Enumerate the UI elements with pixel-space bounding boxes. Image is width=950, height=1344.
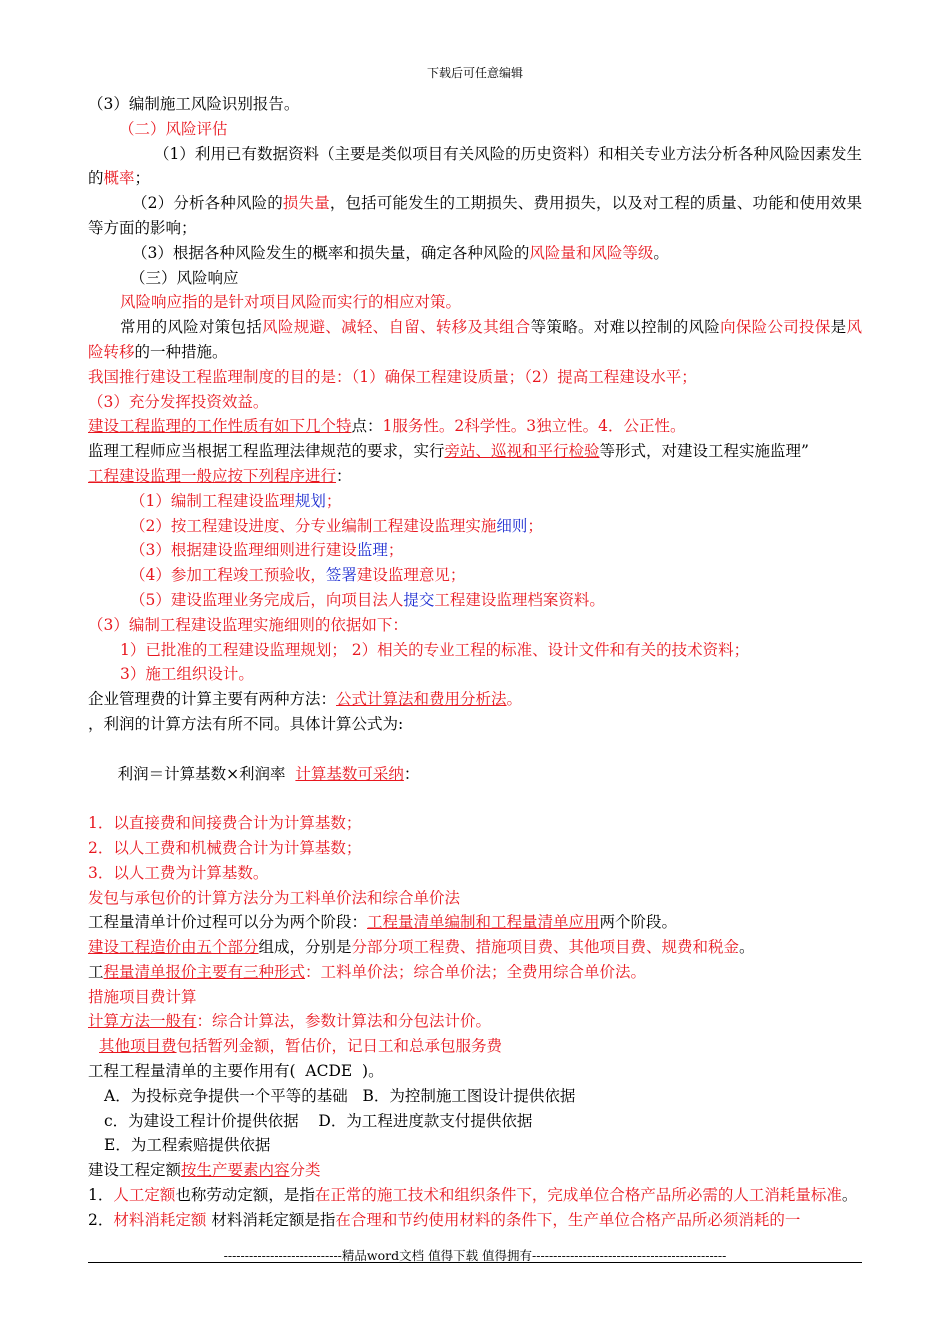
text-line <box>88 1009 862 1034</box>
section-heading <box>88 266 862 291</box>
text-run: 组成，分别是 <box>258 938 352 957</box>
underlined-run: 公式计算法和费用分析法 <box>336 690 507 709</box>
text-run: 。 <box>841 1186 858 1205</box>
underlined-run: 按生产要素内容 <box>181 1161 290 1180</box>
blue-run: 规划 <box>294 491 326 510</box>
text-run: （1）利用已有数据资料（主要是类似项目有关风险的历史资料）和相关专业方法分析各种风险因素发生的 <box>88 144 862 188</box>
text-line: （3）编制工程建设监理实施细则的依据如下： <box>88 615 408 634</box>
paragraph <box>88 142 862 192</box>
highlight-run: 损失量 <box>282 194 330 213</box>
text-run: ： <box>336 466 352 485</box>
text-run: 监理工程师应当根据工程监理法律规范的要求，实行 <box>88 442 445 461</box>
text-run: 是 <box>830 318 847 337</box>
text-line <box>88 910 862 935</box>
text-run: （5）建设监理业务完成后，向项目法人 <box>130 590 404 609</box>
blue-run: 签署 <box>325 566 357 585</box>
text-line <box>88 464 862 489</box>
document-body <box>88 92 862 1233</box>
text-run: ； <box>134 169 151 188</box>
section-heading: （二）风险评估 <box>119 119 228 138</box>
blue-run: 细则 <box>496 516 528 535</box>
underlined-run: 工程量清单编制和工程量清单应用 <box>367 913 600 932</box>
text-run: 等策略。对难以控制的风险 <box>530 318 721 337</box>
text-run: （2）分析各种风险的 <box>132 194 283 213</box>
highlight-run: 风险转移 <box>88 318 862 361</box>
text-run: 利润＝计算基数×利润率 <box>117 764 296 783</box>
text-run: ，包括可能发生的工期损失、费用损失，以及对工程的质量、功能和使用效果等方面的影响； <box>88 194 862 237</box>
underlined-run: 计算基数可采纳 <box>295 764 404 783</box>
text-run: 也称劳动定额，是指 <box>175 1186 315 1205</box>
text-line: 1．以直接费和间接费合计为计算基数； <box>88 814 362 833</box>
blue-run: 监理 <box>356 541 388 560</box>
option-line: c．为建设工程计价提供依据 D．为工程进度款支付提供依据 <box>104 1111 533 1130</box>
text-run: 。 <box>739 938 755 957</box>
text-run: 企业管理费的计算主要有两种方法： <box>88 690 337 709</box>
underlined-run: 旁站、巡视和平行检验 <box>444 442 600 461</box>
paragraph <box>88 1183 862 1208</box>
highlight-run: 人工定额 <box>113 1186 176 1205</box>
text-run: 2． <box>88 1210 114 1229</box>
text-run: （三）风险响应 <box>130 268 239 287</box>
text-line: 1）已批准的工程建设监理规划； 2）相关的专业工程的标准、设计文件和有关的技术资料； <box>120 640 750 659</box>
underlined-run: 建设工程造价由五个部分 <box>88 938 259 957</box>
text-line: 2．以人工费和机械费合计为计算基数； <box>88 838 362 857</box>
text-run: 工程量清单计价过程可以分为两个阶段： <box>88 913 368 932</box>
underlined-run: 程量清单报价主要有三种形式 <box>103 962 306 981</box>
text-line: 发包与承包价的计算方法分为工料单价法和综合单价法 <box>88 888 461 907</box>
text-line: 风险响应指的是针对项目风险而实行的相应对策。 <box>120 293 462 312</box>
highlight-run: 概率 <box>103 169 135 188</box>
text-run: 点： <box>351 417 383 436</box>
blue-run: 提交 <box>403 590 435 609</box>
text-line: （3）编制施工风险识别报告。 <box>88 95 300 113</box>
text-line <box>88 687 862 712</box>
text-line: （3）充分发挥投资效益。 <box>88 392 269 411</box>
list-item <box>88 563 862 588</box>
text-run: ； <box>387 541 404 560</box>
text-line: ，利润的计算方法有所不同。具体计算公式为: <box>88 714 404 733</box>
text-run: 常用的风险对策包括 <box>120 318 263 337</box>
text-line <box>88 935 862 960</box>
page-footer: ----------------------------精品word文档 值得下载 值得拥有---------------------------------------------- <box>223 1248 727 1263</box>
page-header: 下载后可任意编辑 <box>426 66 523 80</box>
text-run: （4）参加工程竣工预验收， <box>130 566 326 585</box>
underlined-run: 其他项目费 <box>99 1037 177 1056</box>
text-run: ； <box>527 516 543 535</box>
highlight-run: 。 <box>506 690 523 709</box>
highlight-run: 1服务性。2科学性。3独立性。4．公正性。 <box>382 417 686 436</box>
text-run: 。 <box>653 243 669 262</box>
text-run: 工程建设监理档案资料。 <box>434 590 605 609</box>
highlight-run: 向保险公司投保 <box>720 318 831 337</box>
text-run: 等形式，对建设工程实施监理” <box>599 442 809 461</box>
highlight-run: ：工料单价法；综合单价法；全费用综合单价法。 <box>305 962 647 981</box>
highlight-run: ：综合计算法，参数计算法和分包法计价。 <box>196 1012 492 1031</box>
list-item <box>88 514 862 539</box>
highlight-run: 在合理和节约使用材料的条件下，生产单位合格产品所必须消耗的一 <box>335 1210 801 1229</box>
text-run: 材料消耗定额是指 <box>206 1210 336 1229</box>
text-run: 建设监理意见； <box>356 566 466 585</box>
highlight-run: 风险规避、减轻、自留、转移及其组合 <box>262 318 531 337</box>
text-run: 工 <box>88 962 104 981</box>
text-run: 两个阶段。 <box>599 913 678 932</box>
paragraph <box>88 241 862 266</box>
text-line <box>88 414 862 439</box>
list-item <box>88 489 862 514</box>
text-run: ： <box>403 764 420 783</box>
underlined-run: 建设工程监理的工作性质有如下几个特 <box>88 417 352 436</box>
footer-rule <box>88 1262 862 1263</box>
text-line: 3）施工组织设计。 <box>120 665 254 684</box>
highlight-run: 材料消耗定额 <box>113 1210 207 1229</box>
text-line: 工程工程量清单的主要作用有( ACDE )。 <box>88 1062 384 1081</box>
text-line <box>88 1208 862 1233</box>
paragraph <box>88 315 862 365</box>
highlight-run: 在正常的施工技术和组织条件下，完成单位合格产品所必需的人工消耗量标准 <box>314 1186 842 1205</box>
text-run: （2）按工程建设进度、分专业编制工程建设监理实施 <box>130 516 497 535</box>
list-item <box>88 588 862 613</box>
text-line <box>88 1158 862 1183</box>
text-line: 3．以人工费为计算基数。 <box>88 863 269 882</box>
highlight-run: 分类 <box>289 1161 321 1180</box>
text-run: （1）编制工程建设监理 <box>130 491 295 510</box>
text-line <box>88 960 862 985</box>
highlight-run: 风险量和风险等级 <box>529 243 654 262</box>
paragraph <box>88 439 862 464</box>
text-run: 建设工程定额 <box>88 1161 182 1180</box>
text-run: 的一种措施。 <box>134 342 228 361</box>
underlined-run: 工程建设监理一般应按下列程序进行 <box>88 466 337 485</box>
text-run: （3）根据各种风险发生的概率和损失量，确定各种风险的 <box>132 243 530 262</box>
text-line: 措施项目费计算 <box>88 987 197 1006</box>
highlight-run: 包括暂列金额，暂估价，记日工和总承包服务费 <box>176 1037 503 1056</box>
option-line: A．为投标竞争提供一个平等的基础 B．为控制施工图设计提供依据 <box>104 1086 576 1105</box>
underlined-run: 计算方法一般有 <box>88 1012 197 1031</box>
text-run: 1． <box>88 1186 114 1205</box>
text-run: （3）根据建设监理细则进行建设 <box>130 541 357 560</box>
highlight-run: 分部分项工程费、措施项目费、其他项目费、规费和税金 <box>351 938 740 957</box>
text-line: 我国推行建设工程监理制度的目的是：（1）确保工程建设质量；（2）提高工程建设水平； <box>88 367 697 386</box>
text-line <box>88 737 862 811</box>
paragraph <box>88 191 862 241</box>
option-line: E．为工程索赔提供依据 <box>104 1136 271 1155</box>
text-line <box>88 1034 862 1059</box>
text-run: ； <box>325 491 342 510</box>
list-item <box>88 538 862 563</box>
